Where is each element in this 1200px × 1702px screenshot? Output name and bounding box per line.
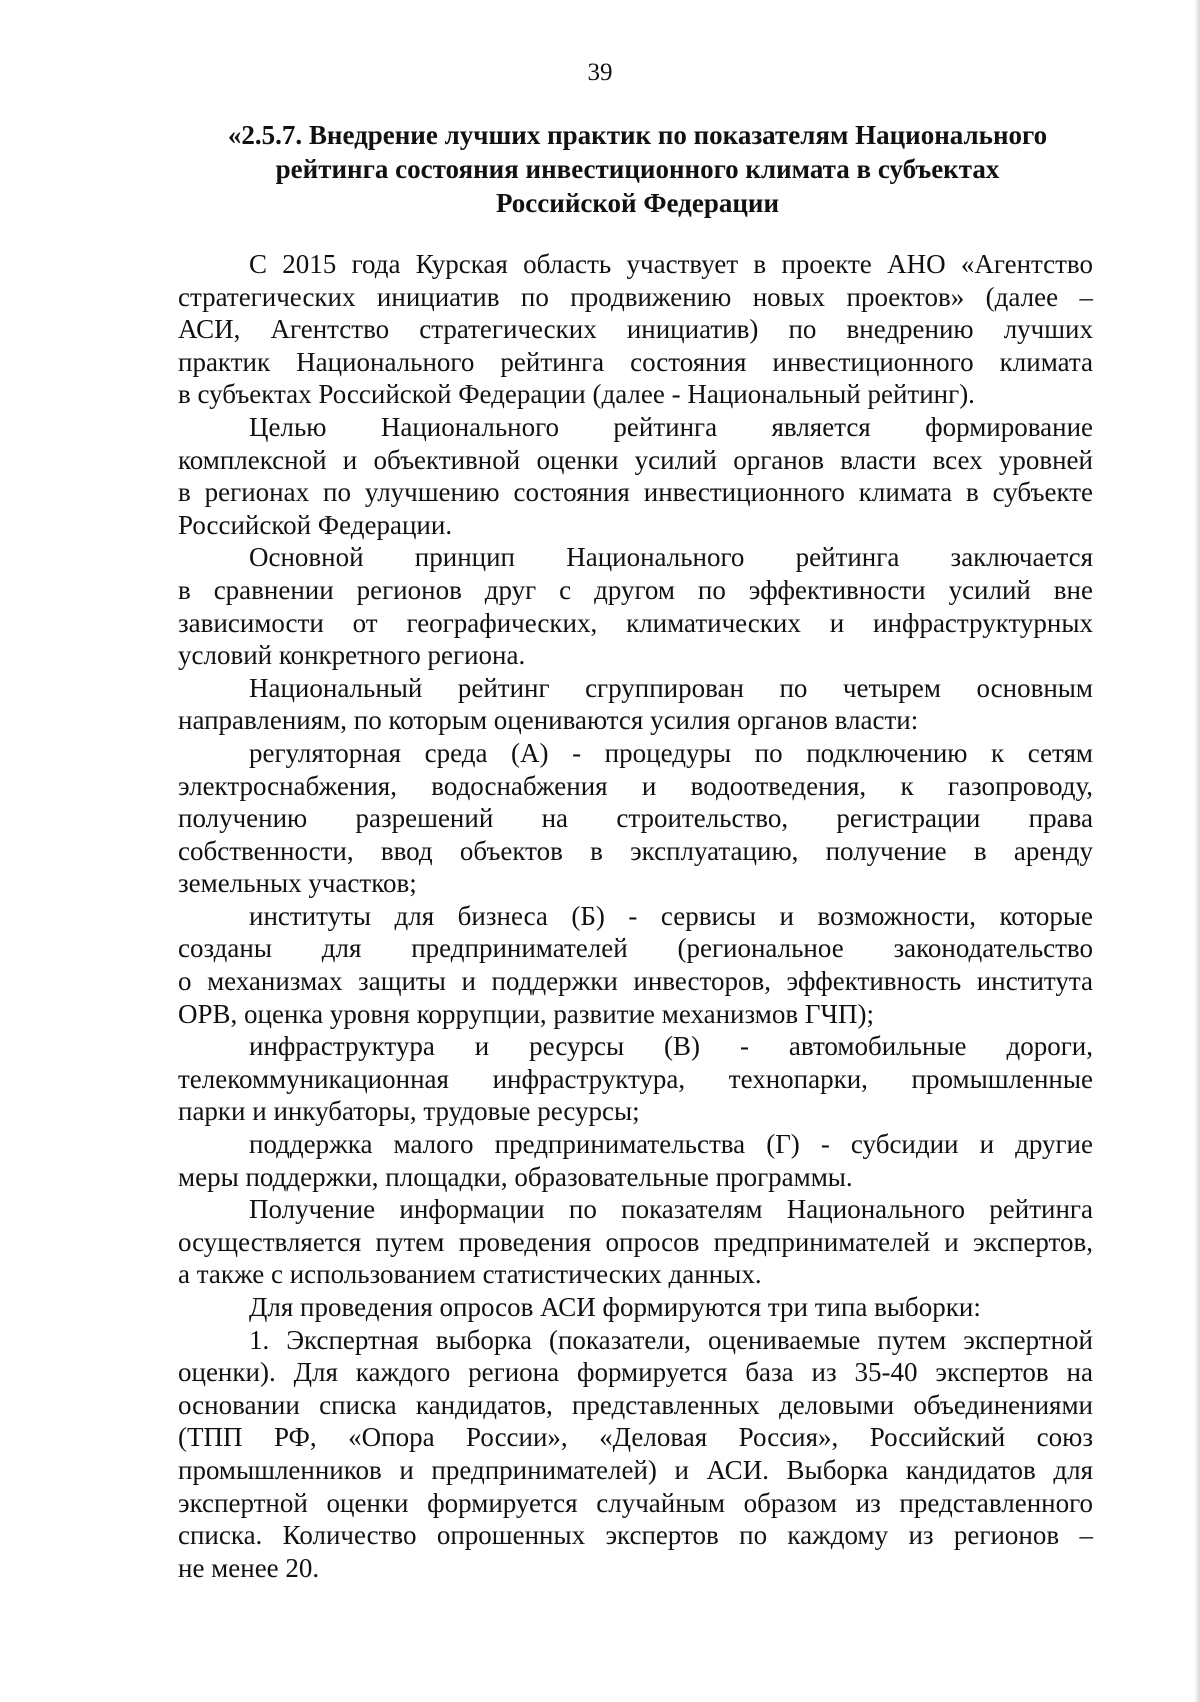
paragraph-line: Получение информации по показателям Национального рейтинга: [249, 1194, 1093, 1225]
paragraph-line: практик Национального рейтинга состояния инвестиционного климата: [178, 346, 1093, 377]
paragraph-line: в сравнении регионов друг с другом по эффективности усилий вне: [178, 574, 1093, 605]
heading-line: «2.5.7. Внедрение лучших практик по показателям Национального: [227, 120, 1048, 150]
paragraph: [178, 1030, 1093, 1128]
paragraph-line: списка. Количество опрошенных экспертов по каждому из регионов –: [178, 1520, 1093, 1551]
heading-line: Российской Федерации: [495, 188, 780, 218]
paragraph-line: собственности, ввод объектов в эксплуатацию, получение в аренду: [178, 835, 1093, 866]
paragraph-line: экспертной оценки формируется случайным образом из представленного: [178, 1487, 1093, 1518]
heading-line: рейтинга состояния инвестиционного климата в субъектах: [275, 154, 1000, 184]
scan-edge-shadow: [1194, 0, 1200, 1702]
paragraph-line: не менее 20.: [178, 1552, 320, 1583]
paragraph-line: институты для бизнеса (Б) - сервисы и возможности, которые: [249, 900, 1093, 931]
paragraph-line: Целью Национального рейтинга является формирование: [249, 411, 1093, 442]
paragraph: [178, 541, 1093, 671]
paragraph-line: поддержка малого предпринимательства (Г) - субсидии и другие: [249, 1129, 1093, 1160]
paragraph-line: в субъектах Российской Федерации (далее - Национальный рейтинг).: [178, 379, 975, 410]
paragraph-line: направлениям, по которым оцениваются усилия органов власти:: [178, 705, 919, 736]
paragraph-line: промышленников и предпринимателей) и АСИ. Выборка кандидатов для: [178, 1454, 1093, 1485]
paragraph: [178, 1128, 1093, 1193]
paragraph-line: меры поддержки, площадки, образовательные программы.: [178, 1161, 853, 1192]
paragraph-line: условий конкретного региона.: [178, 640, 526, 671]
paragraph-line: Национальный рейтинг сгруппирован по четырем основным: [249, 672, 1093, 703]
page-number: 39: [587, 59, 613, 86]
paragraph-line: электроснабжения, водоснабжения и водоотведения, к газопроводу,: [178, 770, 1093, 801]
paragraph: [178, 1193, 1093, 1291]
paragraph-line: инфраструктура и ресурсы (В) - автомобильные дороги,: [249, 1031, 1093, 1062]
paragraph-line: Для проведения опросов АСИ формируются три типа выборки:: [249, 1292, 981, 1322]
paragraph-line: зависимости от географических, климатических и инфраструктурных: [178, 607, 1093, 638]
paragraph-line: Основной принцип Национального рейтинга заключается: [249, 542, 1093, 573]
paragraph-line: С 2015 года Курская область участвует в проекте АНО «Агентство: [249, 249, 1093, 279]
paragraph-line: оценки). Для каждого региона формируется база из 35-40 экспертов на: [178, 1357, 1093, 1388]
paragraph-line: регуляторная среда (А) - процедуры по подключению к сетям: [249, 737, 1093, 768]
paragraph-line: основании списка кандидатов, представленных деловыми объединениями: [178, 1389, 1093, 1420]
paragraph: [178, 411, 1093, 541]
paragraph-line: парки и инкубаторы, трудовые ресурсы;: [178, 1096, 640, 1127]
paragraph-line: Российской Федерации.: [178, 509, 453, 540]
paragraph: [178, 900, 1093, 1030]
document-body: [178, 248, 1093, 1584]
paragraph-line: созданы для предпринимателей (региональное законодательство: [178, 933, 1093, 964]
paragraph: [178, 737, 1093, 900]
paragraph: [178, 1291, 1093, 1324]
paragraph-line: 1. Экспертная выборка (показатели, оцениваемые путем экспертной: [249, 1324, 1093, 1355]
paragraph-line: (ТПП РФ, «Опора России», «Деловая Россия», Российский союз: [178, 1422, 1093, 1453]
paragraph-line: а также с использованием статистических данных.: [178, 1259, 762, 1290]
paragraph-line: ОРВ, оценка уровня коррупции, развитие механизмов ГЧП);: [178, 998, 874, 1029]
paragraph-line: земельных участков;: [178, 868, 417, 899]
paragraph-line: телекоммуникационная инфраструктура, технопарки, промышленные: [178, 1063, 1093, 1094]
section-heading: [180, 118, 1095, 220]
paragraph: [178, 1324, 1093, 1585]
paragraph-line: АСИ, Агентство стратегических инициатив) по внедрению лучших: [178, 314, 1093, 345]
paragraph-line: комплексной и объективной оценки усилий органов власти всех уровней: [178, 444, 1093, 475]
paragraph: [178, 248, 1093, 411]
paragraph-line: получению разрешений на строительство, регистрации права: [178, 803, 1093, 834]
paragraph-line: в регионах по улучшению состояния инвестиционного климата в субъекте: [178, 477, 1093, 508]
paragraph-line: о механизмах защиты и поддержки инвесторов, эффективность института: [178, 966, 1093, 997]
paragraph: [178, 672, 1093, 737]
paragraph-line: стратегических инициатив по продвижению новых проектов» (далее –: [178, 281, 1093, 312]
paragraph-line: осуществляется путем проведения опросов предпринимателей и экспертов,: [178, 1226, 1093, 1257]
